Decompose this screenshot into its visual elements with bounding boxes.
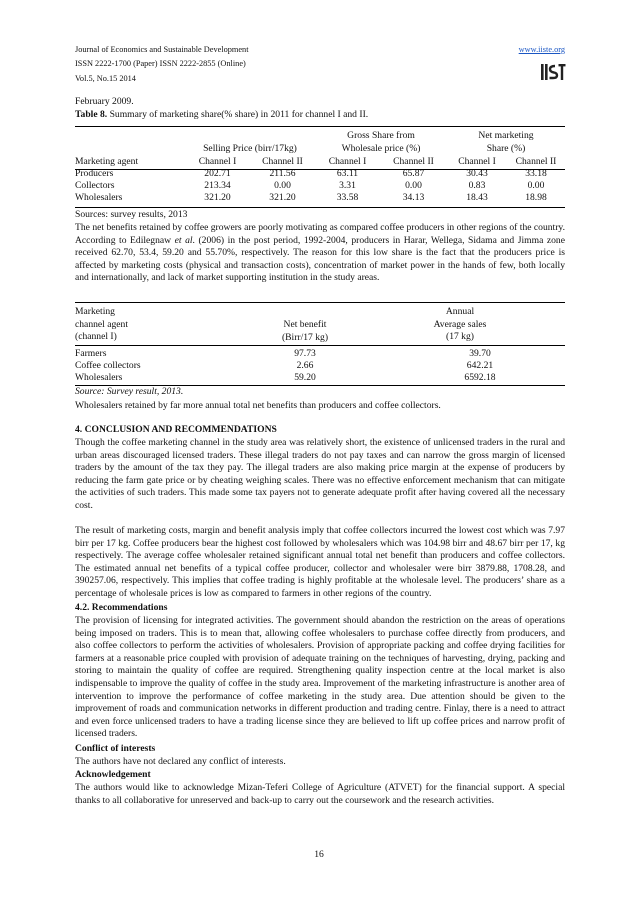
issn-line: ISSN 2222-1700 (Paper) ISSN 2222-2855 (Online)	[75, 59, 246, 68]
acknowledgement-text: The authors would like to acknowledge Mizan-Teferi College of Agriculture (ATVET) for the financial support. A special thanks to all collaborative for unreserved and back-up to carry out the coursework and the research activities.	[75, 782, 565, 806]
head-line: (17 kg)	[446, 331, 474, 343]
table8-caption-text: Summary of marketing share(% share) in 2011 for channel I and II.	[107, 109, 369, 120]
column-header: Channel II	[262, 156, 303, 167]
table8-caption	[75, 109, 368, 122]
table-cell: 3.31	[339, 180, 356, 191]
table-cell: 2.66	[296, 360, 314, 371]
table-cell: 213.34	[204, 180, 231, 191]
gross-share-header: Gross Share from	[347, 130, 415, 141]
share-header: Share (%)	[486, 143, 526, 154]
head-line: (channel I)	[75, 331, 117, 343]
intro-line: February 2009.	[75, 96, 134, 107]
head-line: Marketing	[75, 306, 115, 317]
table-cell: Wholesalers	[75, 192, 123, 203]
table8-caption-label: Table 8.	[75, 109, 108, 120]
journal-url-link[interactable]: www.iiste.org	[518, 45, 565, 54]
table8-source: Sources: survey results, 2013	[75, 209, 188, 220]
para1-text-b: . (2006) in the post period, 1992-2004, producers in Harar, Wellega, Sidama and Jimma zone received 62.70, 53.4, 59.20 and 55.70%, respectively. The reason for this low share is the fact that the producers price is affected by marketing costs (physical and transaction costs), concentration of market power in the hands of few, both locally and internationally, and lack of market supporting institution in the study areas.	[75, 234, 565, 284]
table-cell: 34.13	[402, 192, 425, 203]
wholesale-price-header: Wholesale price (%)	[341, 143, 421, 154]
iiste-logo	[540, 62, 566, 82]
table-cell: Farmers	[75, 348, 107, 359]
acknowledgement-heading: Acknowledgement	[75, 769, 151, 780]
para1-text-a: The net benefits retained by coffee growers are poorly motivating as compared coffee producers in other regions of the country. According to Edilegnaw	[75, 222, 565, 246]
table-cell: 30.43	[466, 168, 488, 179]
table-cell: Producers	[75, 168, 114, 179]
column-header: Channel I	[328, 156, 367, 167]
head-line: (Birr/17 kg)	[281, 331, 329, 343]
table8-header-row-1	[75, 130, 565, 142]
para1-italic: et al	[174, 234, 193, 246]
table-cell: 202.71	[204, 168, 231, 179]
table9	[75, 348, 540, 384]
table9-head-sales	[400, 306, 520, 344]
table-cell: 642.21	[466, 360, 494, 371]
table-cell: 65.87	[402, 168, 425, 179]
head-line: channel agent	[75, 318, 129, 330]
table-cell: 39.70	[469, 348, 491, 359]
table9-header-rule	[75, 345, 565, 346]
table-cell: 33.58	[336, 192, 359, 203]
table-row	[75, 348, 540, 360]
table-cell: Wholesalers	[75, 372, 123, 383]
table-cell: 18.43	[466, 192, 488, 203]
table-cell: 0.00	[527, 180, 545, 191]
table-row	[75, 372, 540, 384]
section-4-heading: 4. CONCLUSION AND RECOMMENDATIONS	[75, 424, 277, 435]
table-cell: 33.18	[525, 168, 547, 179]
table-row	[75, 192, 565, 204]
table-cell: 321.20	[204, 192, 231, 203]
table-cell: 59.20	[294, 372, 316, 383]
column-header: Marketing agent	[75, 156, 139, 167]
head-line: Net benefit	[283, 319, 327, 330]
table-cell: 0.00	[405, 180, 422, 191]
table-cell: 63.11	[336, 168, 359, 179]
table-row	[75, 360, 540, 372]
section-4-2-heading: 4.2. Recommendations	[75, 602, 168, 613]
column-header: Channel I	[458, 156, 496, 167]
conflict-heading: Conflict of interests	[75, 743, 156, 754]
table-cell: 321.20	[269, 192, 296, 203]
table9-source: Source: Survey result, 2013.	[75, 386, 184, 397]
page-number: 16	[314, 849, 324, 860]
table8-header-rule	[75, 169, 565, 170]
conclusion-paragraph-2: The result of marketing costs, margin and benefit analysis imply that coffee collectors incurred the lowest cost which was 7.97 birr per 17 kg. Coffee producers bear the highest cost followed by wholesalers which was 104.98 birr and 48.67 birr per 17, kg respectively. The average coffee wholesaler retained significant annual total net benefit than producers and coffee collectors. The estimated annual net benefits of a typical coffee producer, collector and wholesaler were birr 3879.88, 1708.28, and 390257.06, respectively. This implies that coffee trading is highly profitable at the wholesale level. The producers’ share as a percentage of wholesale prices is low as compared to farmers in other regions of the country.	[75, 525, 565, 599]
journal-title: Journal of Economics and Sustainable Development	[75, 45, 249, 54]
column-header: Channel II	[393, 156, 434, 167]
table9-note: Wholesalers retained by far more annual total net benefits than producers and coffee collectors.	[75, 400, 441, 411]
table8-bottom-rule	[75, 207, 565, 208]
table9-head-agent	[75, 306, 205, 344]
table-cell: 97.73	[294, 348, 316, 359]
table8-top-rule	[75, 126, 565, 127]
table-row	[75, 180, 565, 192]
column-header: Channel II	[515, 156, 557, 167]
table-cell: Coffee collectors	[75, 360, 141, 371]
table8-header-row-2	[75, 142, 565, 156]
table9-top-rule	[75, 302, 565, 303]
table-cell: 0.83	[468, 180, 486, 191]
table9-head-net-benefit	[250, 319, 360, 344]
selling-price-header: Selling Price (birr/17kg)	[203, 143, 297, 154]
table-cell: 6592.18	[464, 372, 496, 383]
table-cell: 0.00	[274, 180, 291, 191]
net-marketing-header: Net marketing	[478, 130, 534, 141]
table-cell: Collectors	[75, 180, 115, 191]
conflict-text: The authors have not declared any conflict of interests.	[75, 756, 286, 767]
recommendations-paragraph: The provision of licensing for integrated activities. The government should abandon the restriction on the areas of operations being imposed on traders. This is to mean that, allowing coffee wholesalers to purchase coffee directly from producers, and also coffee collectors to perform the activities of wholesalers. Provision of appropriate packing and coffee drying facilities for farmers at a reasonable price coupled with provision of adequate training on the techniques of harvesting, drying, packing and storing to maintain the quality of coffee are required. Strengthening quality inspection centre at the local market is also indispensable to improve the quality of coffee in the study area. Improvement of the marketing infrastructure is another area of intervention to improve the performance of coffee marketing in the study area. Due attention should be given to the improvement of roads and communication networks in different production and trading centre. Finlay, there is a need to attract and even force unlicensed traders to have a trading license since they are believed to lift up coffee prices and narrow profit of licensed traders.	[75, 615, 565, 740]
table8	[75, 130, 565, 204]
net-benefit-paragraph	[75, 222, 565, 285]
volume-line: Vol.5, No.15 2014	[75, 74, 136, 83]
table-cell: 18.98	[525, 192, 547, 203]
column-header: Channel I	[198, 156, 237, 167]
table-cell: 211.56	[269, 168, 296, 179]
conclusion-paragraph-1: Though the coffee marketing channel in the study area was relatively short, the existence of unlicensed traders in the rural and urban areas discouraged licensed traders. These illegal traders do not pay taxes and can narrow the gross margin of licensed traders by the amount of the tax they pay. The illegal traders are also making price margin at the expense of producers by reducing the farm gate price or by cheating weighing scales. There was no effective enforcement mechanism that can mitigate the activities of such traders. This made some tax payers not to generate adequate profit after having covered all the necessary cost.	[75, 437, 565, 511]
head-line: Annual	[445, 306, 475, 317]
head-line: Average sales	[433, 318, 487, 330]
table8-column-header-row	[75, 156, 565, 168]
